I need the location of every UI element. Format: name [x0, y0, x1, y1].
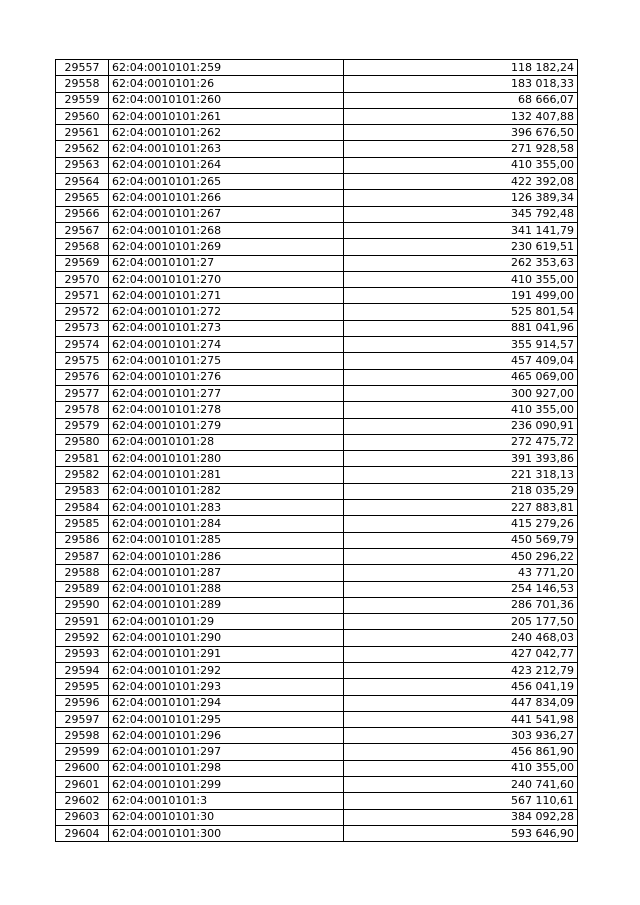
cadastral-number-cell: 62:04:0010101:269 [109, 239, 344, 255]
row-number-cell: 29558 [56, 76, 109, 92]
cadastral-value-cell: 391 393,86 [344, 451, 578, 467]
cadastral-number-cell: 62:04:0010101:267 [109, 206, 344, 222]
row-number-cell: 29599 [56, 744, 109, 760]
table-row [56, 679, 578, 695]
cadastral-number-cell: 62:04:0010101:277 [109, 385, 344, 401]
cadastral-value-cell: 450 569,79 [344, 532, 578, 548]
row-number-cell: 29602 [56, 793, 109, 809]
row-number-cell: 29575 [56, 353, 109, 369]
cadastral-number-cell: 62:04:0010101:281 [109, 467, 344, 483]
row-number-cell: 29572 [56, 304, 109, 320]
row-number-cell: 29593 [56, 646, 109, 662]
table-row [56, 385, 578, 401]
row-number-cell: 29568 [56, 239, 109, 255]
table-row [56, 711, 578, 727]
cadastral-value-cell: 384 092,28 [344, 809, 578, 825]
cadastral-number-cell: 62:04:0010101:26 [109, 76, 344, 92]
cadastral-number-cell: 62:04:0010101:280 [109, 451, 344, 467]
table-row [56, 206, 578, 222]
cadastral-value-cell: 240 741,60 [344, 777, 578, 793]
cadastral-value-cell: 441 541,98 [344, 711, 578, 727]
row-number-cell: 29557 [56, 60, 109, 76]
cadastral-number-cell: 62:04:0010101:282 [109, 483, 344, 499]
table-row [56, 190, 578, 206]
row-number-cell: 29563 [56, 157, 109, 173]
row-number-cell: 29562 [56, 141, 109, 157]
cadastral-value-cell: 236 090,91 [344, 418, 578, 434]
cadastral-value-cell: 271 928,58 [344, 141, 578, 157]
cadastral-number-cell: 62:04:0010101:287 [109, 565, 344, 581]
table-row [56, 548, 578, 564]
cadastral-number-cell: 62:04:0010101:299 [109, 777, 344, 793]
table-row [56, 630, 578, 646]
row-number-cell: 29559 [56, 92, 109, 108]
cadastral-value-table [55, 59, 578, 842]
table-row [56, 467, 578, 483]
table-row [56, 320, 578, 336]
table-row [56, 614, 578, 630]
cadastral-value-cell: 43 771,20 [344, 565, 578, 581]
cadastral-number-cell: 62:04:0010101:261 [109, 108, 344, 124]
row-number-cell: 29577 [56, 385, 109, 401]
cadastral-value-cell: 221 318,13 [344, 467, 578, 483]
cadastral-value-cell: 68 666,07 [344, 92, 578, 108]
row-number-cell: 29585 [56, 516, 109, 532]
cadastral-value-cell: 262 353,63 [344, 255, 578, 271]
cadastral-number-cell: 62:04:0010101:295 [109, 711, 344, 727]
row-number-cell: 29569 [56, 255, 109, 271]
row-number-cell: 29564 [56, 174, 109, 190]
cadastral-number-cell: 62:04:0010101:265 [109, 174, 344, 190]
table-row [56, 728, 578, 744]
cadastral-number-cell: 62:04:0010101:286 [109, 548, 344, 564]
row-number-cell: 29565 [56, 190, 109, 206]
cadastral-number-cell: 62:04:0010101:292 [109, 662, 344, 678]
row-number-cell: 29584 [56, 500, 109, 516]
cadastral-number-cell: 62:04:0010101:27 [109, 255, 344, 271]
row-number-cell: 29588 [56, 565, 109, 581]
row-number-cell: 29590 [56, 597, 109, 613]
cadastral-value-cell: 191 499,00 [344, 288, 578, 304]
table-row [56, 76, 578, 92]
cadastral-number-cell: 62:04:0010101:276 [109, 369, 344, 385]
row-number-cell: 29601 [56, 777, 109, 793]
cadastral-value-cell: 254 146,53 [344, 581, 578, 597]
cadastral-value-cell: 230 619,51 [344, 239, 578, 255]
cadastral-value-cell: 355 914,57 [344, 337, 578, 353]
cadastral-value-cell: 286 701,36 [344, 597, 578, 613]
row-number-cell: 29571 [56, 288, 109, 304]
row-number-cell: 29598 [56, 728, 109, 744]
row-number-cell: 29587 [56, 548, 109, 564]
cadastral-value-cell: 303 936,27 [344, 728, 578, 744]
cadastral-number-cell: 62:04:0010101:278 [109, 402, 344, 418]
table-row [56, 516, 578, 532]
cadastral-value-cell: 423 212,79 [344, 662, 578, 678]
cadastral-value-cell: 183 018,33 [344, 76, 578, 92]
table-row [56, 239, 578, 255]
cadastral-value-cell: 450 296,22 [344, 548, 578, 564]
cadastral-value-cell: 457 409,04 [344, 353, 578, 369]
cadastral-number-cell: 62:04:0010101:289 [109, 597, 344, 613]
table-row [56, 108, 578, 124]
cadastral-number-cell: 62:04:0010101:28 [109, 434, 344, 450]
row-number-cell: 29581 [56, 451, 109, 467]
cadastral-value-cell: 456 861,90 [344, 744, 578, 760]
table-row [56, 434, 578, 450]
table-row [56, 793, 578, 809]
cadastral-number-cell: 62:04:0010101:293 [109, 679, 344, 695]
table-row [56, 255, 578, 271]
cadastral-number-cell: 62:04:0010101:264 [109, 157, 344, 173]
row-number-cell: 29594 [56, 662, 109, 678]
cadastral-number-cell: 62:04:0010101:285 [109, 532, 344, 548]
row-number-cell: 29567 [56, 222, 109, 238]
table-row [56, 304, 578, 320]
cadastral-value-cell: 205 177,50 [344, 614, 578, 630]
row-number-cell: 29604 [56, 825, 109, 841]
cadastral-value-cell: 525 801,54 [344, 304, 578, 320]
cadastral-value-cell: 881 041,96 [344, 320, 578, 336]
cadastral-value-cell: 345 792,48 [344, 206, 578, 222]
cadastral-value-cell: 118 182,24 [344, 60, 578, 76]
table-row [56, 500, 578, 516]
cadastral-value-cell: 341 141,79 [344, 222, 578, 238]
cadastral-number-cell: 62:04:0010101:262 [109, 125, 344, 141]
table-row [56, 532, 578, 548]
table-row [56, 222, 578, 238]
table-row [56, 141, 578, 157]
row-number-cell: 29560 [56, 108, 109, 124]
row-number-cell: 29579 [56, 418, 109, 434]
row-number-cell: 29586 [56, 532, 109, 548]
cadastral-value-cell: 567 110,61 [344, 793, 578, 809]
cadastral-number-cell: 62:04:0010101:284 [109, 516, 344, 532]
cadastral-value-cell: 410 355,00 [344, 157, 578, 173]
cadastral-value-cell: 272 475,72 [344, 434, 578, 450]
table-row [56, 483, 578, 499]
cadastral-value-cell: 465 069,00 [344, 369, 578, 385]
table-row [56, 646, 578, 662]
cadastral-number-cell: 62:04:0010101:298 [109, 760, 344, 776]
row-number-cell: 29583 [56, 483, 109, 499]
cadastral-number-cell: 62:04:0010101:260 [109, 92, 344, 108]
cadastral-number-cell: 62:04:0010101:266 [109, 190, 344, 206]
cadastral-number-cell: 62:04:0010101:268 [109, 222, 344, 238]
row-number-cell: 29574 [56, 337, 109, 353]
row-number-cell: 29591 [56, 614, 109, 630]
cadastral-number-cell: 62:04:0010101:275 [109, 353, 344, 369]
table-row [56, 597, 578, 613]
row-number-cell: 29596 [56, 695, 109, 711]
table-row [56, 809, 578, 825]
cadastral-value-cell: 427 042,77 [344, 646, 578, 662]
row-number-cell: 29576 [56, 369, 109, 385]
cadastral-number-cell: 62:04:0010101:283 [109, 500, 344, 516]
table-row [56, 174, 578, 190]
cadastral-value-cell: 422 392,08 [344, 174, 578, 190]
table-row [56, 695, 578, 711]
table-row [56, 125, 578, 141]
table-row [56, 92, 578, 108]
cadastral-number-cell: 62:04:0010101:270 [109, 271, 344, 287]
cadastral-value-cell: 396 676,50 [344, 125, 578, 141]
table-row [56, 565, 578, 581]
cadastral-number-cell: 62:04:0010101:274 [109, 337, 344, 353]
cadastral-number-cell: 62:04:0010101:294 [109, 695, 344, 711]
cadastral-number-cell: 62:04:0010101:297 [109, 744, 344, 760]
cadastral-number-cell: 62:04:0010101:288 [109, 581, 344, 597]
table-row [56, 581, 578, 597]
table-row [56, 744, 578, 760]
row-number-cell: 29582 [56, 467, 109, 483]
row-number-cell: 29595 [56, 679, 109, 695]
row-number-cell: 29578 [56, 402, 109, 418]
table-row [56, 777, 578, 793]
cadastral-value-cell: 300 927,00 [344, 385, 578, 401]
cadastral-number-cell: 62:04:0010101:30 [109, 809, 344, 825]
cadastral-value-cell: 415 279,26 [344, 516, 578, 532]
table-row [56, 402, 578, 418]
cadastral-value-cell: 218 035,29 [344, 483, 578, 499]
cadastral-value-cell: 410 355,00 [344, 760, 578, 776]
cadastral-number-cell: 62:04:0010101:271 [109, 288, 344, 304]
cadastral-value-cell: 447 834,09 [344, 695, 578, 711]
cadastral-number-cell: 62:04:0010101:279 [109, 418, 344, 434]
table-row [56, 760, 578, 776]
table-row [56, 825, 578, 841]
row-number-cell: 29570 [56, 271, 109, 287]
row-number-cell: 29589 [56, 581, 109, 597]
cadastral-number-cell: 62:04:0010101:29 [109, 614, 344, 630]
table-row [56, 353, 578, 369]
cadastral-number-cell: 62:04:0010101:296 [109, 728, 344, 744]
table-body [56, 60, 578, 842]
cadastral-number-cell: 62:04:0010101:3 [109, 793, 344, 809]
table-row [56, 418, 578, 434]
cadastral-number-cell: 62:04:0010101:291 [109, 646, 344, 662]
row-number-cell: 29580 [56, 434, 109, 450]
row-number-cell: 29566 [56, 206, 109, 222]
row-number-cell: 29561 [56, 125, 109, 141]
table-row [56, 60, 578, 76]
cadastral-number-cell: 62:04:0010101:272 [109, 304, 344, 320]
row-number-cell: 29573 [56, 320, 109, 336]
table-row [56, 662, 578, 678]
table-row [56, 271, 578, 287]
cadastral-value-cell: 410 355,00 [344, 402, 578, 418]
table-row [56, 288, 578, 304]
cadastral-value-cell: 240 468,03 [344, 630, 578, 646]
cadastral-number-cell: 62:04:0010101:259 [109, 60, 344, 76]
table-row [56, 369, 578, 385]
row-number-cell: 29603 [56, 809, 109, 825]
cadastral-number-cell: 62:04:0010101:273 [109, 320, 344, 336]
row-number-cell: 29600 [56, 760, 109, 776]
cadastral-value-cell: 456 041,19 [344, 679, 578, 695]
table-row [56, 451, 578, 467]
table-row [56, 337, 578, 353]
cadastral-value-cell: 132 407,88 [344, 108, 578, 124]
row-number-cell: 29592 [56, 630, 109, 646]
cadastral-value-cell: 593 646,90 [344, 825, 578, 841]
cadastral-value-cell: 410 355,00 [344, 271, 578, 287]
cadastral-value-cell: 126 389,34 [344, 190, 578, 206]
cadastral-value-cell: 227 883,81 [344, 500, 578, 516]
cadastral-number-cell: 62:04:0010101:290 [109, 630, 344, 646]
table-row [56, 157, 578, 173]
row-number-cell: 29597 [56, 711, 109, 727]
cadastral-number-cell: 62:04:0010101:263 [109, 141, 344, 157]
cadastral-number-cell: 62:04:0010101:300 [109, 825, 344, 841]
